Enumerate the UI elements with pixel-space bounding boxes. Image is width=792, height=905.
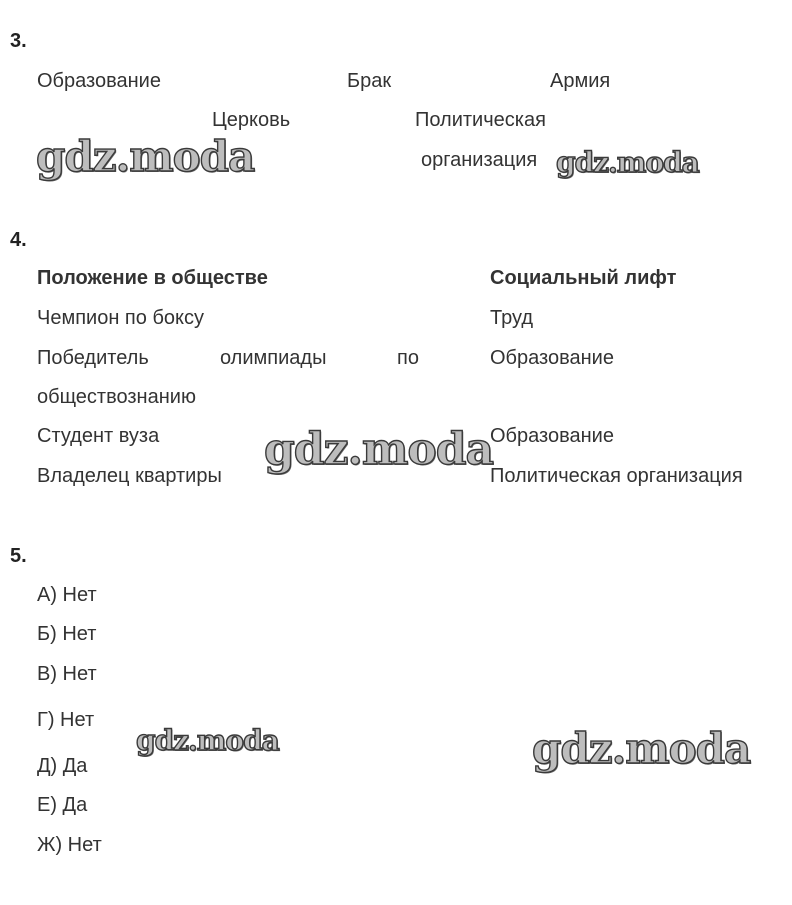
q5-answer-e: Е) Да (37, 794, 88, 816)
q4-row3-lift: Образование (490, 425, 614, 447)
watermark-logo: gdz.moda (556, 146, 699, 179)
q4-row3-position: Студент вуза (37, 425, 160, 447)
q3-item-armiya: Армия (550, 70, 611, 92)
q4-header-lift: Социальный лифт (490, 267, 677, 289)
q4-row2-position-word2: олимпиады (220, 347, 327, 369)
q4-header-position: Положение в обществе (37, 267, 268, 289)
q4-row4-lift: Политическая организация (490, 465, 743, 487)
q3-item-brak: Брак (347, 70, 392, 92)
q3-item-polit-line1: Политическая (415, 109, 546, 131)
watermark-logo: gdz.moda (36, 132, 255, 181)
q3-item-polit-line2: организация (421, 149, 538, 171)
question-5-number: 5. (10, 545, 27, 567)
q4-row2-lift: Образование (490, 347, 614, 369)
q4-row2-position-word1: Победитель (37, 347, 149, 369)
q5-answer-a: А) Нет (37, 584, 97, 606)
q3-item-obrazovanie: Образование (37, 70, 161, 92)
q5-answer-v: В) Нет (37, 663, 97, 685)
watermark-logo: gdz.moda (136, 724, 279, 757)
q5-answer-g: Г) Нет (37, 709, 95, 731)
watermark-logo: gdz.moda (264, 424, 494, 475)
q5-answer-b: Б) Нет (37, 623, 97, 645)
watermark-logo: gdz.moda (532, 724, 751, 773)
q4-row2-position-word3: по (397, 347, 419, 369)
q4-row1-position: Чемпион по боксу (37, 307, 204, 329)
q4-row2-position-cont: обществознанию (37, 386, 196, 408)
question-4-number: 4. (10, 229, 27, 251)
q4-row1-lift: Труд (490, 307, 533, 329)
q5-answer-d: Д) Да (37, 755, 88, 777)
q3-item-tserkov: Церковь (212, 109, 291, 131)
q5-answer-zh: Ж) Нет (37, 834, 102, 856)
q4-row4-position: Владелец квартиры (37, 465, 222, 487)
question-3-number: 3. (10, 30, 27, 52)
